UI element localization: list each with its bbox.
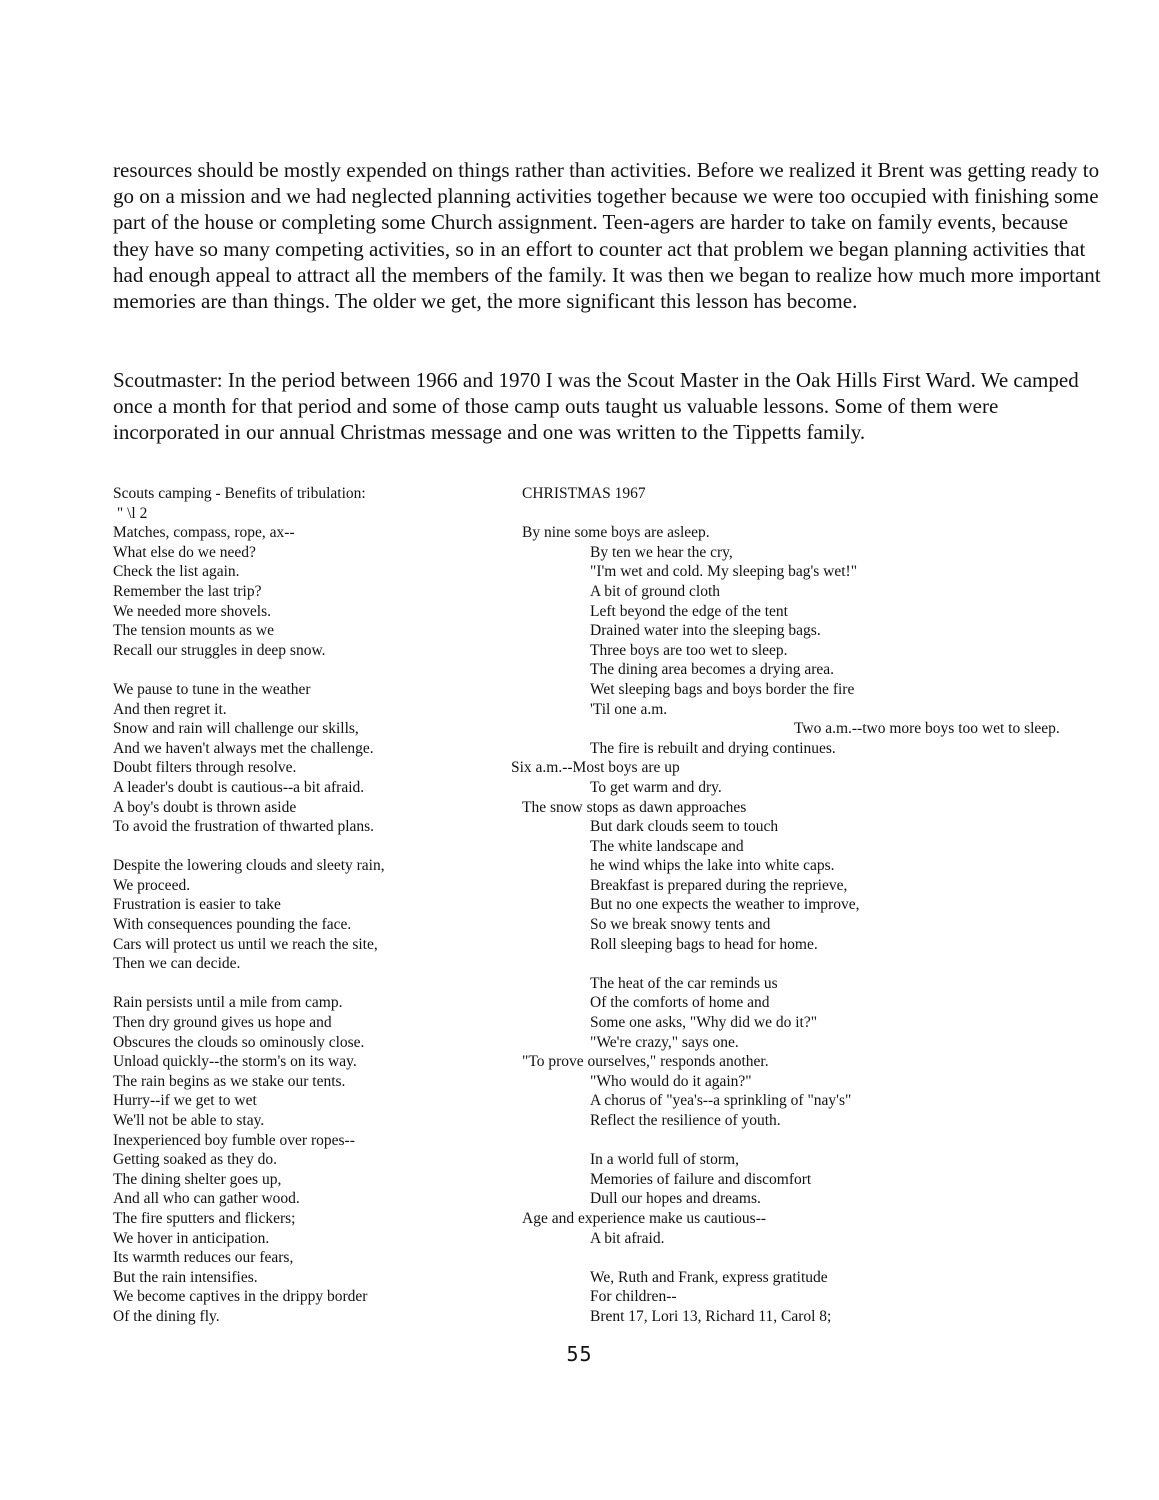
poem-line: Rain persists until a mile from camp. (113, 994, 343, 1012)
poem-line: Scouts camping - Benefits of tribulation: (113, 485, 366, 502)
poem-line: A chorus of "yea's--a sprinkling of "nay's" (590, 1092, 852, 1110)
poem-line: The dining shelter goes up, (113, 1170, 282, 1188)
poem-line: By nine some boys are asleep. (522, 524, 710, 542)
poem-line: But dark clouds seem to touch (590, 818, 779, 836)
poem-line: And we haven't always met the challenge. (113, 739, 374, 757)
stanza-break (113, 660, 503, 680)
poem-line: We hover in anticipation. (113, 1229, 270, 1247)
poem-line: The fire is rebuilt and drying continues. (590, 739, 836, 757)
poem-line: "Who would do it again?" (590, 1072, 752, 1090)
poem-line: The white landscape and (590, 837, 744, 855)
scoutmaster-paragraph (113, 367, 1103, 446)
poem-title: CHRISTMAS 1967 (522, 485, 646, 502)
poem-line: And all who can gather wood. (113, 1190, 300, 1208)
poem-line: Brent 17, Lori 13, Richard 11, Carol 8; (590, 1307, 832, 1325)
poem-line: Inexperienced boy fumble over ropes-- (113, 1131, 355, 1149)
poem-line: A bit of ground cloth (590, 582, 721, 600)
intro-paragraph (113, 157, 1103, 314)
poem-line: Snow and rain will challenge our skills, (113, 720, 359, 738)
poem-line: A bit afraid. (590, 1229, 665, 1247)
poem-line: Then dry ground gives us hope and (113, 1014, 332, 1032)
poem-line: Recall our struggles in deep snow. (113, 641, 326, 659)
poem-line: Remember the last trip? (113, 582, 262, 600)
poem-line: The snow stops as dawn approaches (522, 798, 747, 816)
scoutmaster-paragraph-text: Scoutmaster: In the period between 1966 and 1970 I was the Scout Master in the Oak Hills First Ward. We camped once a month for that period and some of those camp outs taught us valuable lessons. Some of them were incorporated in our annual Christmas message and one was written to the Tippetts family. (113, 368, 1079, 445)
page-number: 55 (566, 1342, 593, 1366)
poem-line: Three boys are too wet to sleep. (590, 641, 788, 659)
poem-line: The tension mounts as we (113, 622, 275, 640)
poem-line: We become captives in the drippy border (113, 1288, 368, 1306)
poem-line: To avoid the frustration of thwarted plans. (113, 818, 375, 836)
poem-line: Six a.m.--Most boys are up (511, 759, 680, 777)
poem-line: "To prove ourselves," responds another. (522, 1053, 769, 1071)
poem-line: 'Til one a.m. (590, 700, 668, 718)
poem-line: The dining area becomes a drying area. (590, 661, 835, 679)
poem-line: In a world full of storm, (590, 1151, 739, 1169)
poem-line: Its warmth reduces our fears, (113, 1249, 294, 1267)
poem-line: Obscures the clouds so ominously close. (113, 1033, 365, 1051)
poem-line: Of the dining fly. (113, 1307, 220, 1325)
poem-line: But no one expects the weather to improve, (590, 896, 860, 914)
christmas-1967-poem (511, 484, 1122, 1327)
poem-line: Cars will protect us until we reach the site, (113, 935, 378, 953)
poem-line: With consequences pounding the face. (113, 916, 352, 934)
poem-line: he wind whips the lake into white caps. (590, 857, 835, 875)
poem-line: Matches, compass, rope, ax-- (113, 524, 295, 542)
poem-line: " \l 2 (113, 504, 148, 522)
poem-line: So we break snowy tents and (590, 916, 771, 934)
stanza-break (522, 1248, 1122, 1268)
poem-line: We needed more shovels. (113, 602, 272, 620)
poem-line: Left beyond the edge of the tent (590, 602, 788, 620)
poem-line: We, Ruth and Frank, express gratitude (590, 1268, 828, 1286)
poem-line: To get warm and dry. (590, 778, 722, 796)
poem-line: Drained water into the sleeping bags. (590, 622, 821, 640)
poem-line: A boy's doubt is thrown aside (113, 798, 297, 816)
poem-line: Unload quickly--the storm's on its way. (113, 1053, 357, 1071)
poem-line: And then regret it. (113, 700, 227, 718)
stanza-break (522, 1131, 1122, 1151)
poem-line: We pause to tune in the weather (113, 680, 311, 698)
poem-line: The fire sputters and flickers; (113, 1209, 296, 1227)
poem-line: By ten we hear the cry, (590, 543, 733, 561)
poem-line: Of the comforts of home and (590, 994, 770, 1012)
poem-line: Some one asks, "Why did we do it?" (590, 1014, 818, 1032)
poem-line: Two a.m.--two more boys too wet to sleep. (794, 720, 1060, 738)
poem-line: Despite the lowering clouds and sleety rain, (113, 857, 385, 875)
poem-line: Roll sleeping bags to head for home. (590, 935, 818, 953)
poem-line: Dull our hopes and dreams. (590, 1190, 761, 1208)
poem-line: Breakfast is prepared during the reprieve, (590, 876, 848, 894)
poem-line: "We're crazy," says one. (590, 1033, 739, 1051)
poem-line: But the rain intensifies. (113, 1268, 258, 1286)
poem-line: "I'm wet and cold. My sleeping bag's wet!" (590, 563, 858, 581)
poem-line: Frustration is easier to take (113, 896, 281, 914)
poem-line: What else do we need? (113, 543, 256, 561)
poem-line: Then we can decide. (113, 955, 241, 973)
stanza-break (113, 974, 503, 994)
poem-line: The heat of the car reminds us (590, 974, 778, 992)
poem-line: Age and experience make us cautious-- (522, 1209, 767, 1227)
poem-line: Check the list again. (113, 563, 240, 581)
poem-line: Wet sleeping bags and boys border the fire (590, 680, 855, 698)
stanza-break (522, 954, 1122, 974)
scouts-camping-poem (113, 484, 503, 1327)
poem-line: We'll not be able to stay. (113, 1112, 265, 1129)
intro-paragraph-text: resources should be mostly expended on things rather than activities. Before we realized it Brent was getting ready to go on a mission and we had neglected planning activities together because we were too occupied with finishing some part of the house or completing some Church assignment. Teen-agers are harder to take on family events, because they have so many competing activities, so in an effort to counter act that problem we began planning activities that had enough appeal to attract all the members of the family. It was then we began to realize how much more important memories are than things. The older we get, the more significant this lesson has become. (113, 158, 1101, 314)
poem-line: For children-- (590, 1288, 677, 1306)
poem-line: A leader's doubt is cautious--a bit afraid. (113, 778, 365, 796)
poem-line: The rain begins as we stake our tents. (113, 1072, 346, 1090)
poem-line: Hurry--if we get to wet (113, 1092, 257, 1110)
stanza-break (522, 504, 1122, 524)
stanza-break (113, 837, 503, 857)
poem-line: Reflect the resilience of youth. (590, 1112, 781, 1129)
poem-line: We proceed. (113, 876, 191, 894)
poem-line: Doubt filters through resolve. (113, 759, 297, 777)
poem-line: Memories of failure and discomfort (590, 1170, 812, 1188)
poem-line: Getting soaked as they do. (113, 1151, 278, 1169)
